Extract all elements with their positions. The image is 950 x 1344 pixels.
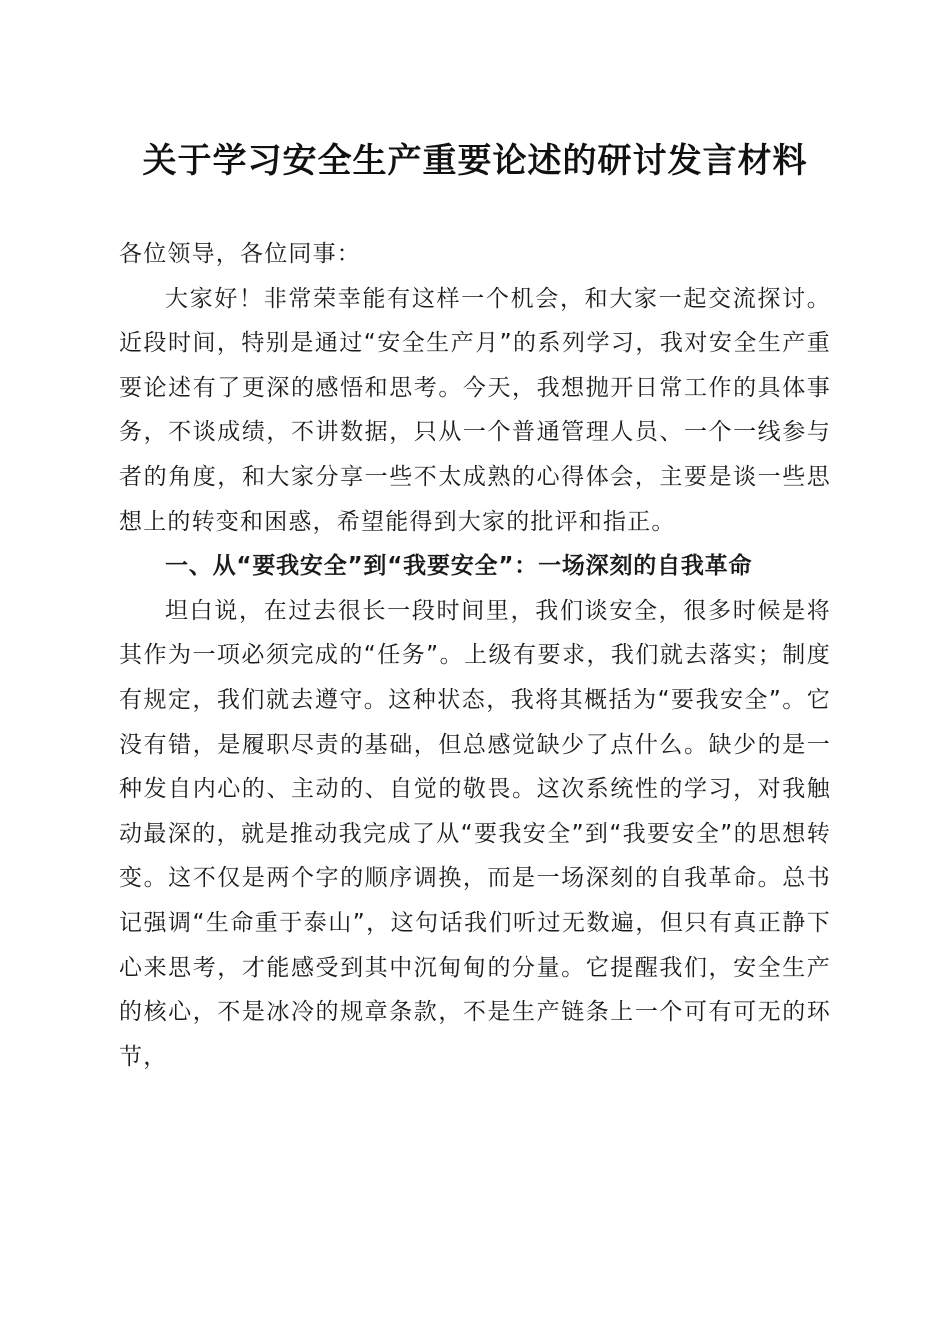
document-title: 关于学习安全生产重要论述的研讨发言材料 — [142, 141, 808, 181]
section-paragraph: 坦白说，在过去很长一段时间里，我们谈安全，很多时候是将其作为一项必须完成的“任务”。上级有要求，我们就去落实；制度有规定，我们就去遵守。这种状态，我将其概括为“要我安全”。它没有错，是履职尽责的基础，但总感觉缺少了点什么。缺少的是一种发自内心的、主动的、自觉的敬畏。这次系统性的学习，对我触动最深的，就是推动我完成了从“要我安全”到“我要安全”的思想转变。这不仅是两个字的顺序调换，而是一场深刻的自我革命。总书记强调“生命重于泰山”，这句话我们听过无数遍，但只有真正静下心来思考，才能感受到其中沉甸甸的分量。它提醒我们，安全生产的核心，不是冰冷的规章条款，不是生产链条上一个可有可无的环节， — [119, 597, 831, 1070]
opening-paragraph: 大家好！非常荣幸能有这样一个机会，和大家一起交流探讨。近段时间，特别是通过“安全生产月”的系列学习，我对安全生产重要论述有了更深的感悟和思考。今天，我想抛开日常工作的具体事务，不谈成绩，不讲数据，只从一个普通管理人员、一个一线参与者的角度，和大家分享一些不太成熟的心得体会，主要是谈一些思想上的转变和困惑，希望能得到大家的批评和指正。 — [119, 285, 831, 535]
section-heading: 一、从“要我安全”到“我要安全”：一场深刻的自我革命 — [165, 553, 753, 580]
document-body — [119, 232, 831, 1079]
salutation: 各位领导，各位同事： — [119, 241, 361, 267]
